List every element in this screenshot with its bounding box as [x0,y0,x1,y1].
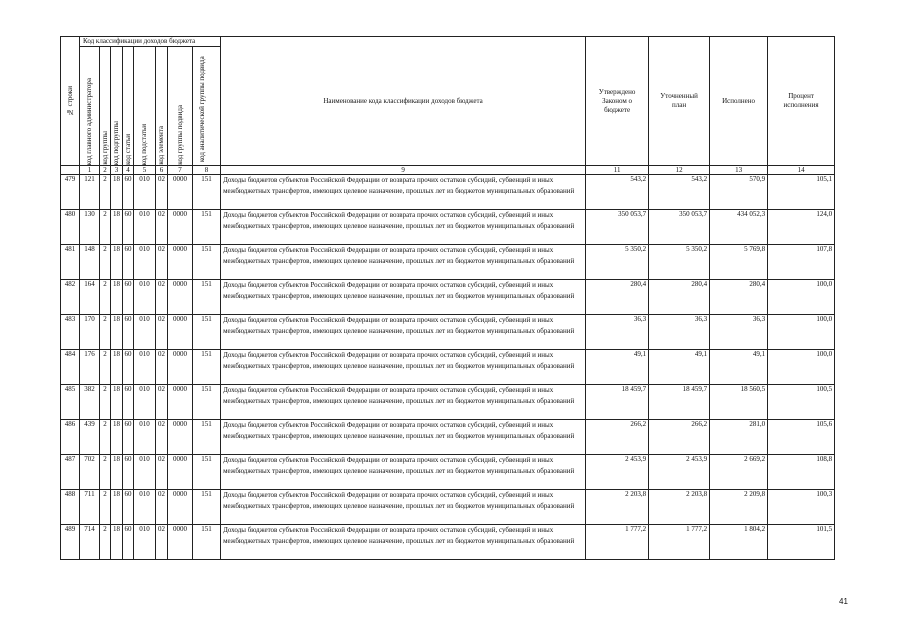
income-name: Доходы бюджетов субъектов Российской Федерации от возврата прочих остатков субсидий, субвенций и иных межбюджетных трансфертов, имеющих целевое назначение, прошлых лет из бюджетов муниципальных образований [221,385,586,420]
row-number: 483 [61,315,80,350]
column-number: 7 [168,166,193,175]
executed-value: 281,0 [710,420,768,455]
col-classification-group: Код классификации доходов бюджета [80,37,221,47]
analytic-code: 151 [193,455,221,490]
subgroup-code: 18 [111,525,123,560]
col-subtype-group-code [168,47,193,166]
group-code: 2 [100,210,111,245]
percent-value: 124,0 [768,210,835,245]
article-code: 60 [123,315,134,350]
col-article-code-label: код статьи [123,134,132,165]
executed-value: 5 769,8 [710,245,768,280]
admin-code: 439 [80,420,100,455]
refined-plan-value: 543,2 [649,175,710,210]
col-element-code-label: код элемента [157,126,165,165]
column-number: 4 [123,166,134,175]
col-group-code-label: код группы [100,131,109,165]
element-code: 02 [156,245,168,280]
article-code: 60 [123,420,134,455]
percent-value: 100,0 [768,280,835,315]
subgroup-code: 18 [111,350,123,385]
group-code: 2 [100,245,111,280]
col-group-code [100,47,111,166]
subgroup-code: 18 [111,420,123,455]
income-name: Доходы бюджетов субъектов Российской Федерации от возврата прочих остатков субсидий, субвенций и иных межбюджетных трансфертов, имеющих целевое назначение, прошлых лет из бюджетов муниципальных образований [221,280,586,315]
analytic-code: 151 [193,210,221,245]
column-number: 6 [156,166,168,175]
approved-value: 1 777,2 [586,525,649,560]
admin-code: 711 [80,490,100,525]
income-name: Доходы бюджетов субъектов Российской Федерации от возврата прочих остатков субсидий, субвенций и иных межбюджетных трансфертов, имеющих целевое назначение, прошлых лет из бюджетов муниципальных образований [221,490,586,525]
admin-code: 170 [80,315,100,350]
subgroup-code: 18 [111,175,123,210]
admin-code: 382 [80,385,100,420]
row-number: 488 [61,490,80,525]
analytic-code: 151 [193,420,221,455]
subgroup-code: 18 [111,245,123,280]
group-code: 2 [100,385,111,420]
article-code: 60 [123,175,134,210]
col-analytic-group-code-label: код аналитической группы подвида [197,56,206,162]
article-code: 60 [123,385,134,420]
row-number: 489 [61,525,80,560]
group-code: 2 [100,525,111,560]
subtype-group-code: 0000 [168,490,193,525]
column-number-row [61,166,835,175]
group-code: 2 [100,490,111,525]
admin-code: 714 [80,525,100,560]
refined-plan-value: 49,1 [649,350,710,385]
col-subarticle-code-label: код подстатьи [140,123,148,165]
col-subtype-group-code-label: код группы подвида [175,105,184,165]
refined-plan-value: 280,4 [649,280,710,315]
subtype-group-code: 0000 [168,315,193,350]
column-number: 3 [111,166,123,175]
col-approved: Утверждено Законом о бюджете [586,37,649,166]
subarticle-code: 010 [134,245,156,280]
col-article-code [123,47,134,166]
col-executed: Исполнено [710,37,768,166]
table-row [61,350,835,385]
refined-plan-value: 2 453,9 [649,455,710,490]
column-number [61,166,80,175]
table-row [61,490,835,525]
percent-value: 105,1 [768,175,835,210]
income-name: Доходы бюджетов субъектов Российской Федерации от возврата прочих остатков субсидий, субвенций и иных межбюджетных трансфертов, имеющих целевое назначение, прошлых лет из бюджетов муниципальных образований [221,350,586,385]
row-number: 481 [61,245,80,280]
col-element-code [156,47,168,166]
row-number: 485 [61,385,80,420]
approved-value: 18 459,7 [586,385,649,420]
article-code: 60 [123,280,134,315]
subgroup-code: 18 [111,280,123,315]
group-code: 2 [100,175,111,210]
column-number: 5 [134,166,156,175]
subtype-group-code: 0000 [168,210,193,245]
analytic-code: 151 [193,175,221,210]
subarticle-code: 010 [134,490,156,525]
subtype-group-code: 0000 [168,350,193,385]
row-number: 487 [61,455,80,490]
income-name: Доходы бюджетов субъектов Российской Федерации от возврата прочих остатков субсидий, субвенций и иных межбюджетных трансфертов, имеющих целевое назначение, прошлых лет из бюджетов муниципальных образований [221,210,586,245]
subarticle-code: 010 [134,280,156,315]
percent-value: 101,5 [768,525,835,560]
element-code: 02 [156,350,168,385]
approved-value: 350 053,7 [586,210,649,245]
percent-value: 100,5 [768,385,835,420]
table-row [61,525,835,560]
subgroup-code: 18 [111,385,123,420]
subtype-group-code: 0000 [168,525,193,560]
approved-value: 266,2 [586,420,649,455]
column-number: 14 [768,166,835,175]
income-name: Доходы бюджетов субъектов Российской Федерации от возврата прочих остатков субсидий, субвенций и иных межбюджетных трансфертов, имеющих целевое назначение, прошлых лет из бюджетов муниципальных образований [221,525,586,560]
table-row [61,245,835,280]
group-code: 2 [100,420,111,455]
col-admin-code [80,47,100,166]
table-row [61,280,835,315]
subgroup-code: 18 [111,315,123,350]
subtype-group-code: 0000 [168,280,193,315]
percent-value: 108,8 [768,455,835,490]
approved-value: 5 350,2 [586,245,649,280]
col-analytic-group-code [193,47,221,166]
element-code: 02 [156,175,168,210]
header-group-row [61,37,835,47]
percent-value: 100,3 [768,490,835,525]
table-row [61,385,835,420]
approved-value: 280,4 [586,280,649,315]
element-code: 02 [156,490,168,525]
element-code: 02 [156,455,168,490]
approved-value: 49,1 [586,350,649,385]
subarticle-code: 010 [134,175,156,210]
subtype-group-code: 0000 [168,455,193,490]
refined-plan-value: 18 459,7 [649,385,710,420]
analytic-code: 151 [193,350,221,385]
element-code: 02 [156,385,168,420]
subarticle-code: 010 [134,420,156,455]
group-code: 2 [100,280,111,315]
col-row-no-label: № строки [65,85,74,117]
subarticle-code: 010 [134,315,156,350]
analytic-code: 151 [193,490,221,525]
percent-value: 100,0 [768,315,835,350]
element-code: 02 [156,210,168,245]
table-body [61,175,835,560]
column-number: 9 [221,166,586,175]
admin-code: 176 [80,350,100,385]
admin-code: 702 [80,455,100,490]
table-row [61,420,835,455]
col-refined: Уточненный план [649,37,710,166]
percent-value: 105,6 [768,420,835,455]
executed-value: 36,3 [710,315,768,350]
subgroup-code: 18 [111,455,123,490]
subgroup-code: 18 [111,210,123,245]
table-row [61,315,835,350]
refined-plan-value: 1 777,2 [649,525,710,560]
analytic-code: 151 [193,280,221,315]
subarticle-code: 010 [134,210,156,245]
element-code: 02 [156,280,168,315]
income-name: Доходы бюджетов субъектов Российской Федерации от возврата прочих остатков субсидий, субвенций и иных межбюджетных трансфертов, имеющих целевое назначение, прошлых лет из бюджетов муниципальных образований [221,175,586,210]
column-number: 1 [80,166,100,175]
approved-value: 543,2 [586,175,649,210]
col-subarticle-code [134,47,156,166]
article-code: 60 [123,490,134,525]
admin-code: 164 [80,280,100,315]
admin-code: 148 [80,245,100,280]
group-code: 2 [100,455,111,490]
row-number: 479 [61,175,80,210]
col-row-no [61,37,80,166]
subtype-group-code: 0000 [168,245,193,280]
subtype-group-code: 0000 [168,385,193,420]
subtype-group-code: 0000 [168,420,193,455]
percent-value: 107,8 [768,245,835,280]
income-name: Доходы бюджетов субъектов Российской Федерации от возврата прочих остатков субсидий, субвенций и иных межбюджетных трансфертов, имеющих целевое назначение, прошлых лет из бюджетов муниципальных образований [221,455,586,490]
article-code: 60 [123,210,134,245]
col-name: Наименование кода классификации доходов бюджета [221,37,586,166]
page-number: 41 [839,597,848,606]
group-code: 2 [100,350,111,385]
row-number: 482 [61,280,80,315]
executed-value: 280,4 [710,280,768,315]
budget-income-table [60,36,835,560]
table-row [61,175,835,210]
admin-code: 121 [80,175,100,210]
table-row [61,455,835,490]
column-number: 13 [710,166,768,175]
row-number: 486 [61,420,80,455]
approved-value: 2 203,8 [586,490,649,525]
income-name: Доходы бюджетов субъектов Российской Федерации от возврата прочих остатков субсидий, субвенций и иных межбюджетных трансфертов, имеющих целевое назначение, прошлых лет из бюджетов муниципальных образований [221,315,586,350]
analytic-code: 151 [193,315,221,350]
column-number: 11 [586,166,649,175]
executed-value: 570,9 [710,175,768,210]
article-code: 60 [123,455,134,490]
refined-plan-value: 350 053,7 [649,210,710,245]
executed-value: 2 669,2 [710,455,768,490]
subarticle-code: 010 [134,455,156,490]
subgroup-code: 18 [111,490,123,525]
subarticle-code: 010 [134,350,156,385]
approved-value: 36,3 [586,315,649,350]
article-code: 60 [123,350,134,385]
group-code: 2 [100,315,111,350]
analytic-code: 151 [193,385,221,420]
income-name: Доходы бюджетов субъектов Российской Федерации от возврата прочих остатков субсидий, субвенций и иных межбюджетных трансфертов, имеющих целевое назначение, прошлых лет из бюджетов муниципальных образований [221,420,586,455]
executed-value: 2 209,8 [710,490,768,525]
refined-plan-value: 36,3 [649,315,710,350]
approved-value: 2 453,9 [586,455,649,490]
analytic-code: 151 [193,525,221,560]
col-subgroup-code-label: код подгруппы [112,120,120,165]
income-name: Доходы бюджетов субъектов Российской Федерации от возврата прочих остатков субсидий, субвенций и иных межбюджетных трансфертов, имеющих целевое назначение, прошлых лет из бюджетов муниципальных образований [221,245,586,280]
column-number: 12 [649,166,710,175]
executed-value: 49,1 [710,350,768,385]
admin-code: 130 [80,210,100,245]
col-subgroup-code [111,47,123,166]
row-number: 484 [61,350,80,385]
subarticle-code: 010 [134,525,156,560]
article-code: 60 [123,245,134,280]
executed-value: 434 052,3 [710,210,768,245]
column-number: 2 [100,166,111,175]
table-row [61,210,835,245]
analytic-code: 151 [193,245,221,280]
subarticle-code: 010 [134,385,156,420]
col-admin-code-label: код главного администратора [85,77,93,165]
refined-plan-value: 5 350,2 [649,245,710,280]
element-code: 02 [156,525,168,560]
row-number: 480 [61,210,80,245]
percent-value: 100,0 [768,350,835,385]
element-code: 02 [156,420,168,455]
article-code: 60 [123,525,134,560]
refined-plan-value: 2 203,8 [649,490,710,525]
executed-value: 18 560,5 [710,385,768,420]
subtype-group-code: 0000 [168,175,193,210]
element-code: 02 [156,315,168,350]
col-percent: Процент исполнения [768,37,835,166]
refined-plan-value: 266,2 [649,420,710,455]
executed-value: 1 804,2 [710,525,768,560]
column-number: 8 [193,166,221,175]
